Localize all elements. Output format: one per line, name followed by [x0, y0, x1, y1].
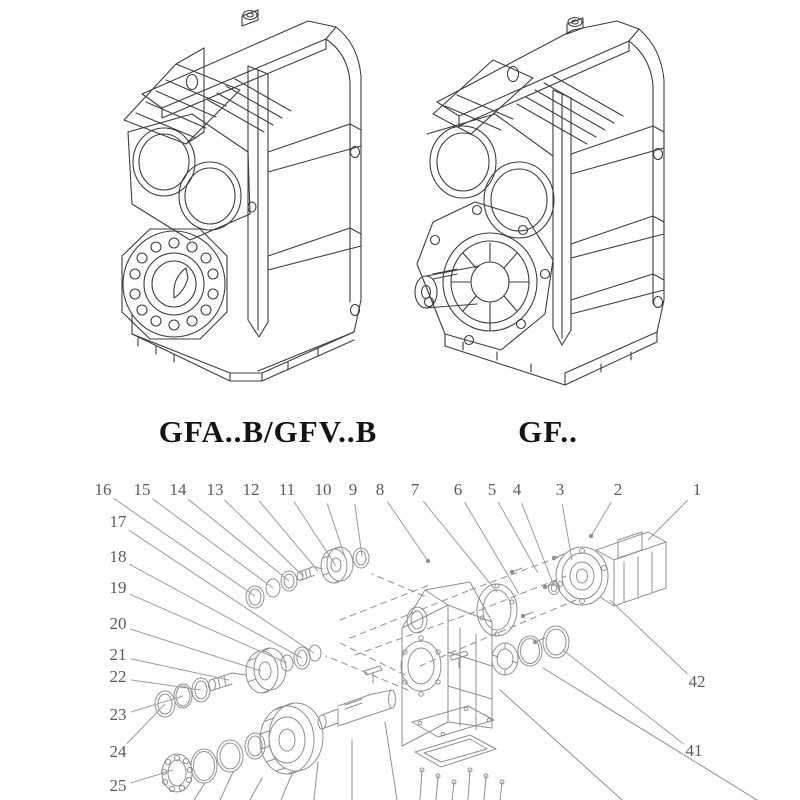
- cooling-ribs: [208, 79, 291, 132]
- callout-41: 41: [685, 740, 703, 760]
- vertical-strap: [553, 90, 571, 345]
- leader-line-25: [130, 770, 173, 783]
- callout-10: 10: [314, 479, 332, 499]
- top-rib-plate: [433, 60, 533, 134]
- leader-line-2: [591, 502, 611, 536]
- input-shaft-assembly: [246, 547, 369, 608]
- callouts: [95, 480, 706, 795]
- vertical-strap: [248, 66, 268, 337]
- leader-line-8: [387, 502, 428, 561]
- callout-2: 2: [613, 479, 623, 499]
- input-bores: [427, 114, 554, 238]
- leader-line-16: [114, 498, 255, 596]
- bottom-cover-plates: [412, 706, 504, 800]
- callout-8: 8: [375, 479, 385, 499]
- callout-22: 22: [109, 666, 127, 686]
- horizontal-straps: [268, 124, 361, 316]
- gearbox-drawing-gf: [405, 2, 705, 394]
- input-gasket-ring: [477, 582, 560, 637]
- callout-1: 1: [692, 479, 702, 499]
- output-bearing: [122, 229, 227, 339]
- caption-gfab: GFA..B/GFV..B: [158, 414, 378, 449]
- top-mounting-bar: [437, 18, 639, 127]
- callout-9: 9: [348, 479, 358, 499]
- cooling-ribs: [517, 76, 623, 144]
- callout-18: 18: [109, 546, 127, 566]
- leader-line-15: [152, 499, 273, 588]
- callout-19: 19: [109, 577, 127, 597]
- leader-line-1: [648, 500, 688, 540]
- output-bearing-set: [492, 626, 569, 675]
- callout-20: 20: [109, 613, 127, 633]
- leader-line-21: [131, 659, 229, 680]
- gearbox-drawing-gfab: [112, 2, 374, 400]
- horizontal-straps: [571, 126, 664, 314]
- input-bores: [128, 114, 256, 240]
- housing-right-side: [258, 27, 361, 371]
- leader-line-18: [129, 564, 302, 658]
- callout-5: 5: [487, 479, 497, 499]
- callout-4: 4: [512, 479, 522, 499]
- output-bearing-cage: [443, 233, 537, 331]
- leader-line-6: [465, 502, 519, 594]
- leader-line-42: [610, 600, 688, 674]
- callout-21: 21: [109, 644, 127, 664]
- callout-25: 25: [109, 775, 127, 795]
- base-feet: [132, 314, 354, 381]
- caption-gf: GF..: [518, 414, 578, 449]
- leader-line-10: [327, 503, 346, 560]
- callout-3: 3: [555, 479, 565, 499]
- callout-11: 11: [278, 479, 296, 499]
- motor: [556, 532, 666, 606]
- leader-line-19: [130, 594, 287, 663]
- callout-6: 6: [453, 479, 463, 499]
- callout-16: 16: [94, 479, 112, 499]
- leader-line-41: [563, 650, 684, 744]
- leader-line-7: [423, 501, 497, 592]
- callout-17: 17: [109, 511, 127, 531]
- output-flange: [417, 202, 553, 350]
- leader-line-20: [130, 629, 261, 671]
- leader-line-12: [259, 501, 318, 571]
- intermediate-shaft-assembly: [155, 645, 321, 717]
- leader-line-14: [188, 499, 289, 581]
- exploded-parts-diagram: [0, 470, 800, 800]
- callout-24: 24: [109, 741, 127, 761]
- leader-line-22: [131, 680, 201, 690]
- callout-7: 7: [410, 479, 420, 499]
- leader-line-24: [127, 704, 165, 744]
- callout-23: 23: [109, 704, 127, 724]
- callout-15: 15: [133, 479, 151, 499]
- housing-right-side: [565, 29, 664, 373]
- base-feet: [445, 332, 657, 385]
- callout-14: 14: [169, 479, 187, 499]
- callout-42: 42: [688, 671, 706, 691]
- callout-12: 12: [242, 479, 260, 499]
- callout-13: 13: [206, 479, 224, 499]
- assembly-axis-lines: [326, 556, 576, 690]
- leader-line-4: [522, 503, 554, 586]
- leader-line-5: [498, 502, 538, 573]
- top-mounting-bar: [142, 10, 336, 118]
